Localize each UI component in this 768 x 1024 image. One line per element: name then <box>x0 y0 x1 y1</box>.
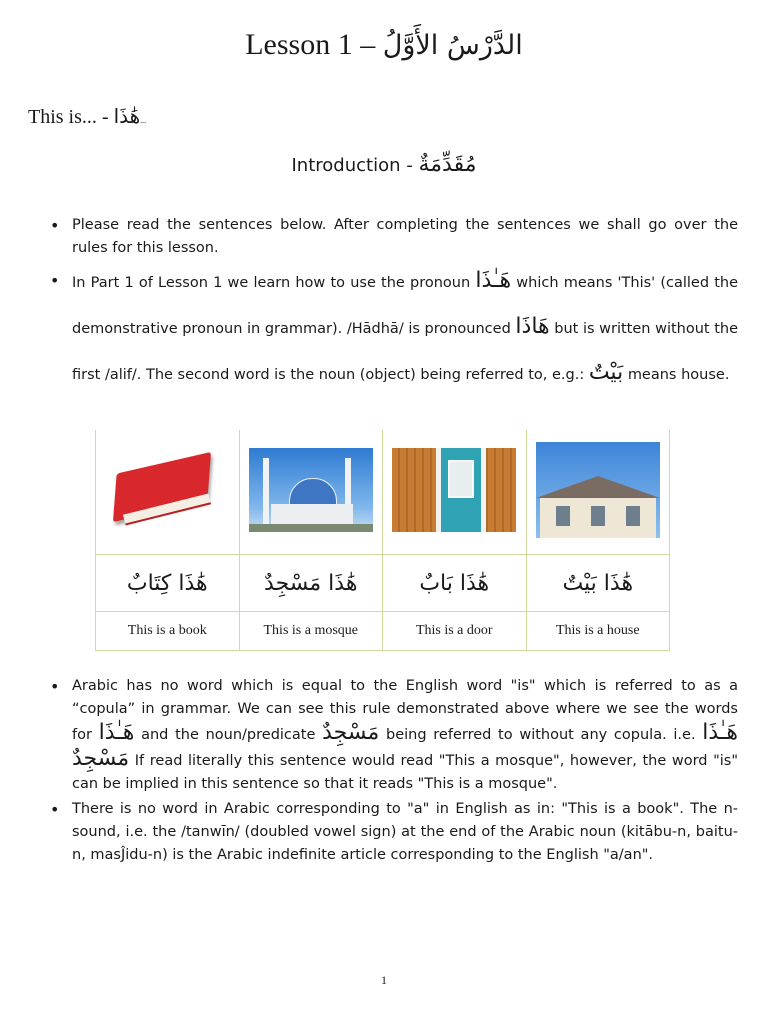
bullet-text: Arabic has no word which is equal to the English word "is" which is referred to as a “copula” in grammar. We can see this rule demonstrated above where we see the words for <box>72 678 738 743</box>
bullet-text: Please read the sentences below. After completing the sentences we shall go over the rules for this lesson. <box>72 217 738 256</box>
bullet-text: being referred to without any copula. i.e. <box>386 727 696 743</box>
page-title <box>0 28 768 62</box>
vocab-image-cell <box>96 430 240 555</box>
arabic-word-masjid: مَسْجِدٌ <box>322 720 380 745</box>
subtitle <box>28 104 146 129</box>
vocab-english-mosque: This is a mosque <box>239 612 383 651</box>
vocab-image-cell <box>526 430 670 555</box>
intro-heading-arabic: مُقَدِّمَةٌ <box>418 152 477 177</box>
vocab-arabic-cell <box>239 555 383 612</box>
subtitle-dots: ... <box>140 116 147 125</box>
door-image <box>392 448 516 532</box>
page-title-english: Lesson 1 – <box>245 28 376 61</box>
vocab-arabic-cell <box>383 555 527 612</box>
vocabulary-table <box>95 430 670 651</box>
bullet-item-indefinite-article <box>50 798 738 867</box>
bullet-item-read-sentences <box>50 214 738 260</box>
book-image <box>107 450 227 530</box>
vocab-arabic-mosque: هَٰذَا مَسْجِدٌ <box>264 570 358 596</box>
vocab-english-house: This is a house <box>526 612 670 651</box>
bullet-text: means house. <box>627 367 730 383</box>
bullet-text: There is no word in Arabic corresponding to "a" in English as in: "This is a book". The n-sound, i.e. the /tanwīn/ (doubled vowel sign) at the end of the Arabic noun (kitābu-n, baitu-n, masĴidu-n) is the Arabic indefinite article corresponding to the English "a/an". <box>72 801 738 863</box>
bullet-text: In Part 1 of Lesson 1 we learn how to use the pronoun <box>72 275 471 291</box>
vocab-arabic-cell <box>96 555 240 612</box>
vocab-arabic-door: هَٰذَا بَابٌ <box>419 570 490 596</box>
bullet-item-copula <box>50 675 738 796</box>
page-title-arabic: الدَّرْسُ الأَوَّلُ <box>382 30 523 61</box>
vocab-english-door: This is a door <box>383 612 527 651</box>
intro-heading-english: Introduction - <box>291 155 413 176</box>
intro-heading <box>0 152 768 177</box>
subtitle-arabic: هَٰذَا <box>113 104 141 128</box>
subtitle-english: This is... - <box>28 106 109 128</box>
image-row <box>96 430 670 555</box>
mosque-image <box>249 448 373 532</box>
bullet-text: If read literally this sentence would read "This a mosque", however, the word "is" can be implied in this sentence so that it reads "This is a mosque". <box>72 753 739 792</box>
arabic-word-baytun: بَيْتٌ <box>588 360 624 385</box>
bullet-text: and the noun/predicate <box>141 727 316 743</box>
arabic-word-hadha: هَـٰذَا <box>98 720 135 745</box>
vocab-english-book: This is a book <box>96 612 240 651</box>
vocab-arabic-house: هَٰذَا بَيْتٌ <box>562 570 634 596</box>
arabic-row <box>96 555 670 612</box>
vocab-arabic-cell <box>526 555 670 612</box>
arabic-word-haadhaa: هَاذَا <box>515 314 550 339</box>
bullet-list-top <box>50 214 738 397</box>
bullet-list-bottom <box>50 675 738 867</box>
vocab-image-cell <box>383 430 527 555</box>
arabic-word-hadha: هَـٰذَا <box>475 268 512 293</box>
bullet-text: but is written without the first /alif/. The second word is the noun (object) being referred to, e.g.: <box>72 321 739 383</box>
bullet-item-pronoun <box>50 259 738 397</box>
vocab-arabic-book: هَٰذَا كِتَابٌ <box>126 570 208 596</box>
vocab-image-cell <box>239 430 383 555</box>
page-number: 1 <box>381 973 387 987</box>
bullet-text: which means 'This' (called the demonstrative pronoun in grammar). /Hādhā/ is pronounced <box>72 275 739 337</box>
arabic-phrase-hadha-masjid: هَـٰذَا مَسْجِدٌ <box>72 720 739 771</box>
english-row <box>96 612 670 651</box>
house-image <box>536 442 660 538</box>
